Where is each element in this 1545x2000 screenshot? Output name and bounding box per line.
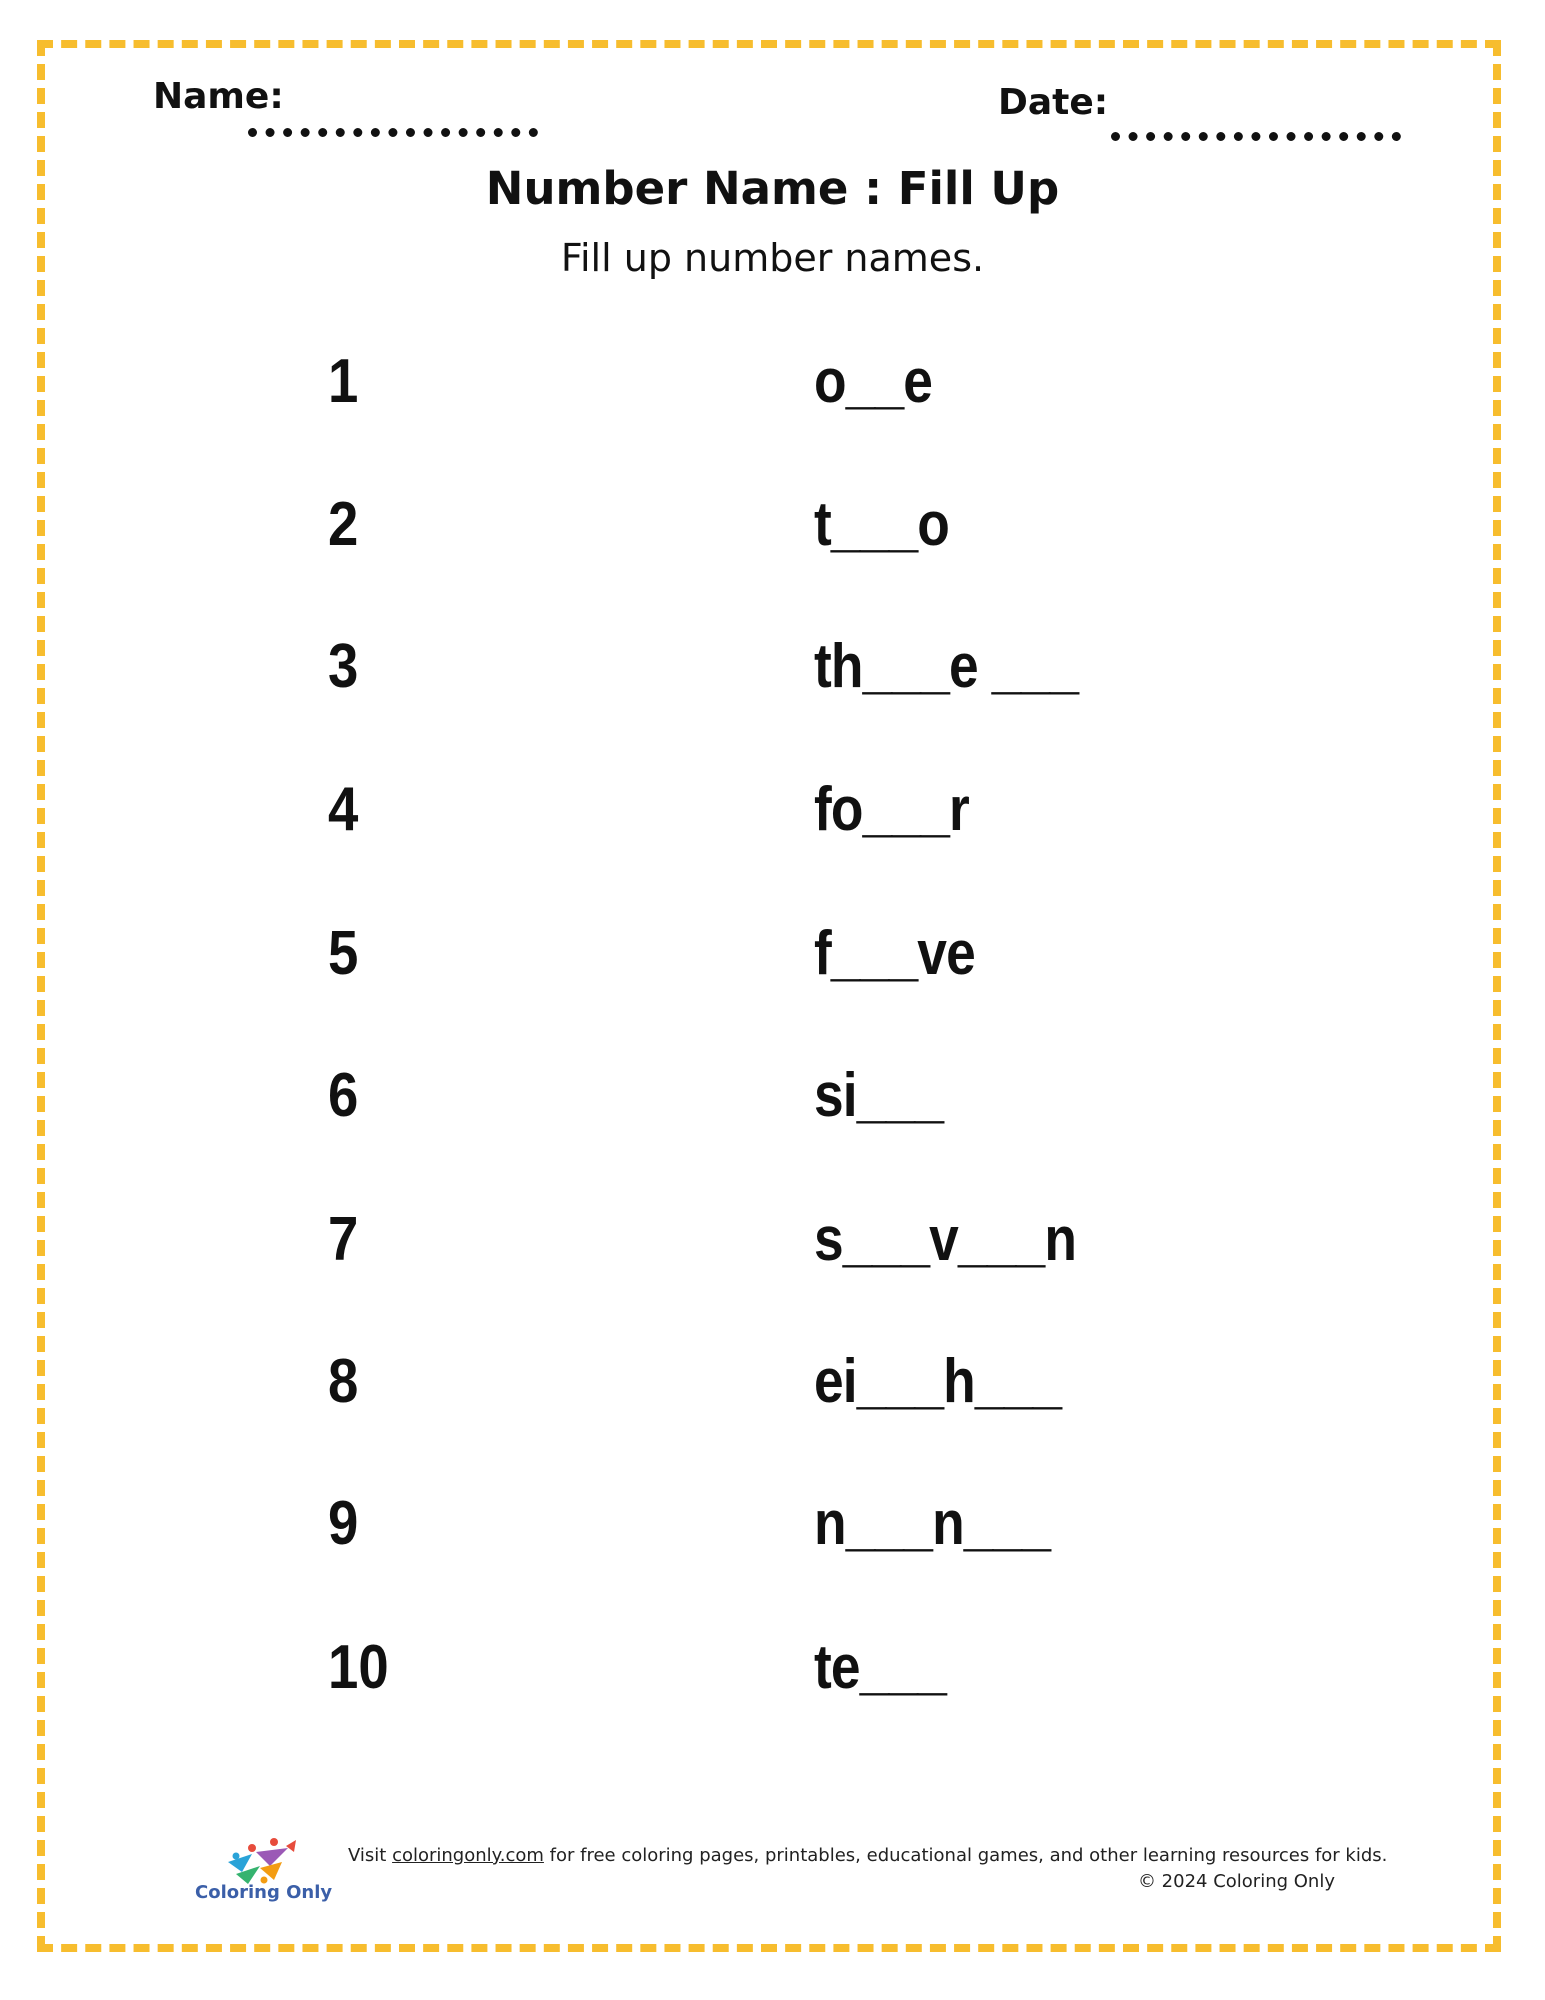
date-blank-line [1111, 132, 1401, 141]
worksheet-title: Number Name : Fill Up [485, 162, 1060, 215]
row-word-blank: o__e [814, 347, 933, 416]
row-number: 6 [328, 1061, 359, 1130]
row-number: 5 [328, 919, 359, 988]
footer-copyright: © 2024 Coloring Only [1137, 1871, 1335, 1892]
row-word-blank: th___e ___ [814, 632, 1079, 701]
row-word-blank: f___ve [814, 919, 975, 988]
row-word-blank: n___n___ [814, 1489, 1051, 1558]
name-blank-line [248, 128, 538, 137]
row-number: 2 [328, 490, 359, 559]
name-label: Name: [153, 76, 284, 117]
worksheet-instructions: Fill up number names. [560, 236, 985, 280]
logo-text: Coloring Only [195, 1882, 333, 1903]
row-number: 9 [328, 1489, 359, 1558]
row-number: 7 [328, 1205, 359, 1274]
row-number: 3 [328, 632, 359, 701]
date-label: Date: [998, 82, 1109, 123]
row-word-blank: si___ [814, 1061, 944, 1130]
row-word-blank: s___v___n [814, 1205, 1077, 1274]
row-number: 10 [328, 1633, 389, 1702]
footer-site-link[interactable]: coloringonly.com [392, 1845, 544, 1866]
row-number: 4 [328, 775, 359, 844]
row-word-blank: t___o [814, 490, 949, 559]
footer-visit-text [348, 1845, 1387, 1866]
row-word-blank: fo___r [814, 775, 969, 844]
row-word-blank: ei___h___ [814, 1347, 1062, 1416]
footer-visit-suffix: for free coloring pages, printables, educational games, and other learning resources for kids. [543, 1845, 1388, 1866]
row-number: 1 [328, 347, 359, 416]
row-number: 8 [328, 1347, 359, 1416]
row-word-blank: te___ [814, 1633, 947, 1702]
page-border [37, 40, 1501, 1952]
footer-visit-prefix: Visit [348, 1845, 393, 1866]
